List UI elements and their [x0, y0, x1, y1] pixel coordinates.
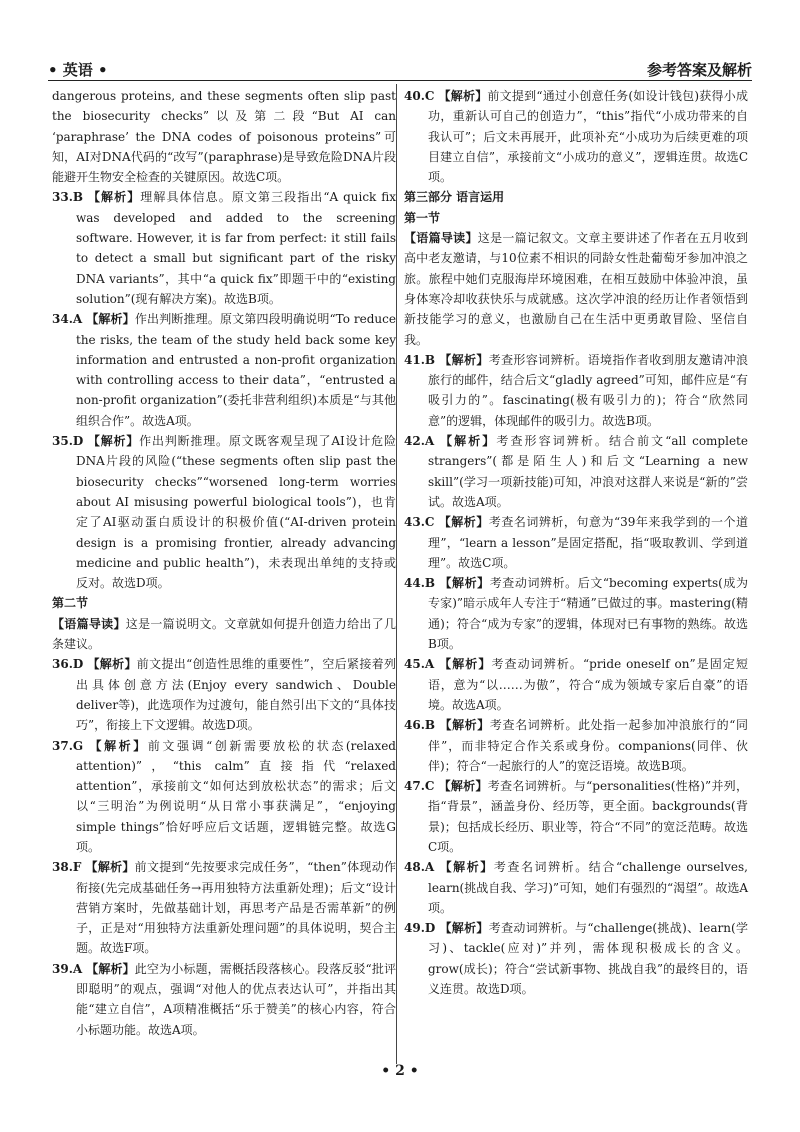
answer-item-36: 36.D 【解析】前文提出“创造性思维的重要性”，空后紧接着列出具体创意方法(Enjoy every sandwich、Double deliver等)，此选项作为过渡句，能自然引出下文的“具体技巧”，衔接上下文逻辑。故选D项。 — [52, 657, 396, 733]
answer-text: 前文提到“先按要求完成任务”，“then”体现动作衔接(先完成基础任务→再用独特方法重新处理)；后文“设计营销方案时，先做基础计划，再思考产品是否需革新”的例子，正是对“用独特方法重新处理问题”的具体说明，契合主题。故选F项。 — [76, 860, 396, 956]
subject-label: • 英语 • — [48, 61, 108, 79]
answer-text: 考查动词辨析。“pride oneself on”是固定短语，意为“以……为傲”，符合“成为领域专家后自豪”的语境。故选A项。 — [428, 657, 748, 712]
answer-item-37: 37.G 【解析】前文强调“创新需要放松的状态(relaxed attention)”，“this calm”直接指代“relaxed attention”，承接前文“如何达到放松状态”的需求；后文以“三明治”为例说明“从日常小事获满足”，“enjoying simple things”恰好呼应后文话题，逻辑链完整。故选G项。 — [52, 738, 396, 854]
left-column — [52, 86, 396, 1040]
answer-text: 作出判断推理。原文第四段明确说明“To reduce the risks, the team of the study held back some key information and entrusted a non-profit organization with controlling access to their data”，“entrusted a non-profit organization”(委托非营利组织)本质是“与其他组织合作”。故选A项。 — [76, 312, 396, 428]
section-title: 参考答案及解析 — [646, 61, 752, 79]
answer-text: 考查名词辨析。结合“challenge ourselves, learn(挑战自我、学习)”可知，她们有强烈的“渴望”。故选A项。 — [428, 860, 748, 915]
answer-item-43: 43.C 【解析】考查名词辨析，句意为“39年来我学到的一个道理”，“learn a lesson”是固定搭配，指“吸取教训、学到道理”。故选C项。 — [404, 515, 748, 570]
answer-text: 考查名词辨析。此处指一起参加冲浪旅行的“同伴”，而非特定合作关系或身份。companions(同伴、伙伴)；符合“一起旅行的人”的宽泛语境。故选B项。 — [428, 718, 748, 773]
answer-text: 前文提到“通过小创意任务(如设计钱包)获得小成功，重新认可自己的创造力”，“this”指代“小成功带来的自我认可”；后文未再展开，此项补充“小成功为后续更难的项目建立自信”，承接前文“小成功的意义”，逻辑连贯。故选C项。 — [428, 89, 748, 185]
answer-text: 前文提出“创造性思维的重要性”，空后紧接着列出具体创意方法(Enjoy every sandwich、Double deliver等)，此选项作为过渡句，能自然引出下文的“具体技巧”，衔接上下文逻辑。故选D项。 — [76, 657, 396, 733]
answer-text: 作出判断推理。原文既客观呈现了AI设计危险DNA片段的风险(“these segments often slip past the biosecurity checks”“worsened long-term worries about AI misusing powerful biological tools”)，也肯定了AI驱动蛋白质设计的积极价值(“AI-driven protein design is a promising frontier, already advancing medicine and public health”)，未表现出单纯的支持或反对。故选D项。 — [76, 434, 396, 591]
answer-item-42: 42.A 【解析】考查形容词辨析。结合前文“all complete strangers”(都是陌生人)和后文“Learning a new skill”(学习一项新技能)可知，冲浪对这群人来说是“新的”尝试。故选A项。 — [404, 434, 748, 509]
answer-item-38: 38.F 【解析】前文提到“先按要求完成任务”，“then”体现动作衔接(先完成基础任务→再用独特方法重新处理)；后文“设计营销方案时，先做基础计划，再思考产品是否需革新”的例子，正是对“用独特方法重新处理问题”的具体说明，契合主题。故选F项。 — [52, 860, 396, 956]
part-heading-3: 第三部分 语言运用 — [404, 190, 505, 205]
passage-guide-3: 【语篇导读】这是一篇记叙文。文章主要讲述了作者在五月收到高中老友邀请，与10位素不相识的同龄女性赴葡萄牙参加冲浪之旅。旅程中她们克服海岸环境困难，在相互鼓励中体验冲浪，虽身体寒冷却收获快乐与成就感。这次学冲浪的经历让作者领悟到新技能学习的意义，也激励自己在生活中更勇敢冒险、坚信自我。 — [404, 231, 748, 347]
page-number: • 2 • — [381, 1063, 419, 1079]
answer-item-41: 41.B 【解析】考查形容词辨析。语境指作者收到朋友邀请冲浪旅行的邮件，结合后文“gladly agreed”可知，邮件应是“有吸引力的”。fascinating(极有吸引力的)；符合“欣然同意”的逻辑，体现邮件的吸引力。故选B项。 — [404, 352, 748, 428]
answer-text: 前文强调“创新需要放松的状态(relaxed attention)”，“this calm”直接指代“relaxed attention”，承接前文“如何达到放松状态”的需求；后文以“三明治”为例说明“从日常小事获满足”，“enjoying simple things”恰好呼应后文话题，逻辑链完整。故选G项。 — [76, 738, 396, 854]
section-heading-1: 第一节 — [404, 210, 441, 225]
answer-item-46: 46.B 【解析】考查名词辨析。此处指一起参加冲浪旅行的“同伴”，而非特定合作关系或身份。companions(同伴、伙伴)；符合“一起旅行的人”的宽泛语境。故选B项。 — [404, 718, 748, 773]
answer-text: 考查名词辨析，句意为“39年来我学到的一个道理”，“learn a lesson”是固定搭配，指“吸取教训、学到道理”。故选C项。 — [428, 515, 748, 570]
answer-item-47: 47.C 【解析】考查名词辨析。与“personalities(性格)”并列，指“背景”，涵盖身份、经历等，更全面。backgrounds(背景)；包括成长经历、职业等，符合“不同”的宽泛范畴。故选C项。 — [404, 779, 748, 854]
answer-item-45: 45.A 【解析】考查动词辨析。“pride oneself on”是固定短语，意为“以……为傲”，符合“成为领域专家后自豪”的语境。故选A项。 — [404, 657, 748, 712]
passage-guide-2: 【语篇导读】这是一篇说明文。文章就如何提升创造力给出了几条建议。 — [52, 616, 396, 652]
answer-item-40: 40.C 【解析】前文提到“通过小创意任务(如设计钱包)获得小成功，重新认可自己的创造力”，“this”指代“小成功带来的自我认可”；后文未再展开，此项补充“小成功为后续更难的项目建立自信”，承接前文“小成功的意义”，逻辑连贯。故选C项。 — [404, 89, 748, 185]
answer-item-39: 39.A 【解析】此空为小标题，需概括段落核心。段落反驳“批评即聪明”的观点，强调“对他人的优点表达认可”，并指出其能“建立自信”，A项精准概括“乐于赞美”的核心内容，符合小标题功能。故选A项。 — [52, 961, 396, 1037]
answer-item-48: 48.A 【解析】考查名词辨析。结合“challenge ourselves, learn(挑战自我、学习)”可知，她们有强烈的“渴望”。故选A项。 — [404, 860, 748, 915]
answer-text: 考查动词辨析。后文“becoming experts(成为专家)”暗示成年人专注于“精通”已做过的事。mastering(精通)；符合“成为专家”的逻辑，体现对已有事物的熟练。故选B项。 — [428, 576, 748, 652]
answer-item-35: 35.D 【解析】作出判断推理。原文既客观呈现了AI设计危险DNA片段的风险(“these segments often slip past the biosecurity checks”“worsened long-term worries about AI misusing powerful biological tools”)，也肯定了AI驱动蛋白质设计的积极价值(“AI-driven protein design is a promising frontier, already advancing medicine and public health”)，未表现出单纯的支持或反对。故选D项。 — [52, 434, 396, 591]
page-header — [48, 54, 752, 80]
right-column — [404, 86, 748, 999]
section-heading-2: 第二节 — [52, 596, 89, 611]
column-divider — [396, 84, 397, 1064]
continued-explanation-32: dangerous proteins, and these segments often slip past the biosecurity checks”以及第二段“But AI can ‘paraphrase’ the DNA codes of poisonous proteins”可知，AI对DNA代码的“改写”(paraphrase)是导致危险DNA片段能避开生物安全检查的关键原因。故选C项。 — [52, 89, 396, 185]
answer-text: 考查形容词辨析。语境指作者收到朋友邀请冲浪旅行的邮件，结合后文“gladly agreed”可知，邮件应是“有吸引力的”。fascinating(极有吸引力的)；符合“欣然同意”的逻辑，体现邮件的吸引力。故选B项。 — [428, 352, 748, 428]
header-rule — [48, 80, 752, 81]
answer-item-49: 49.D 【解析】考查动词辨析。与“challenge(挑战)、learn(学习)、tackle(应对)”并列，需体现积极成长的含义。grow(成长)；符合“尝试新事物、挑战自我”的最终目的，语义连贯。故选D项。 — [404, 921, 748, 997]
answer-item-44: 44.B 【解析】考查动词辨析。后文“becoming experts(成为专家)”暗示成年人专注于“精通”已做过的事。mastering(精通)；符合“成为专家”的逻辑，体现对已有事物的熟练。故选B项。 — [404, 576, 748, 652]
answer-item-33: 33.B 【解析】理解具体信息。原文第三段指出“A quick fix was developed and added to the screening software. However, it is far from perfect: it still fails to detect a small but significant part of the risky DNA variants”，其中“a quick fix”即题干中的“existing solution”(现有解决方案)。故选B项。 — [52, 190, 396, 306]
answer-text: 考查动词辨析。与“challenge(挑战)、learn(学习)、tackle(应对)”并列，需体现积极成长的含义。grow(成长)；符合“尝试新事物、挑战自我”的最终目的，语义连贯。故选D项。 — [428, 921, 748, 997]
answer-text: 考查形容词辨析。结合前文“all complete strangers”(都是陌生人)和后文“Learning a new skill”(学习一项新技能)可知，冲浪对这群人来说是“新的”尝试。故选A项。 — [428, 434, 748, 509]
answer-text: 考查名词辨析。与“personalities(性格)”并列，指“背景”，涵盖身份、经历等，更全面。backgrounds(背景)；包括成长经历、职业等，符合“不同”的宽泛范畴。故选C项。 — [428, 779, 748, 854]
answer-text: 此空为小标题，需概括段落核心。段落反驳“批评即聪明”的观点，强调“对他人的优点表达认可”，并指出其能“建立自信”，A项精准概括“乐于赞美”的核心内容，符合小标题功能。故选A项。 — [76, 961, 396, 1037]
answer-item-34: 34.A 【解析】作出判断推理。原文第四段明确说明“To reduce the risks, the team of the study held back some key information and entrusted a non-profit organization with controlling access to their data”，“entrusted a non-profit organization”(委托非营利组织)本质是“与其他组织合作”。故选A项。 — [52, 312, 396, 428]
answer-text: 理解具体信息。原文第三段指出“A quick fix was developed and added to the screening software. However, it is far from perfect: it still fails to detect a small but significant part of the risky DNA variants”，其中“a quick fix”即题干中的“existing solution”(现有解决方案)。故选B项。 — [76, 190, 396, 306]
